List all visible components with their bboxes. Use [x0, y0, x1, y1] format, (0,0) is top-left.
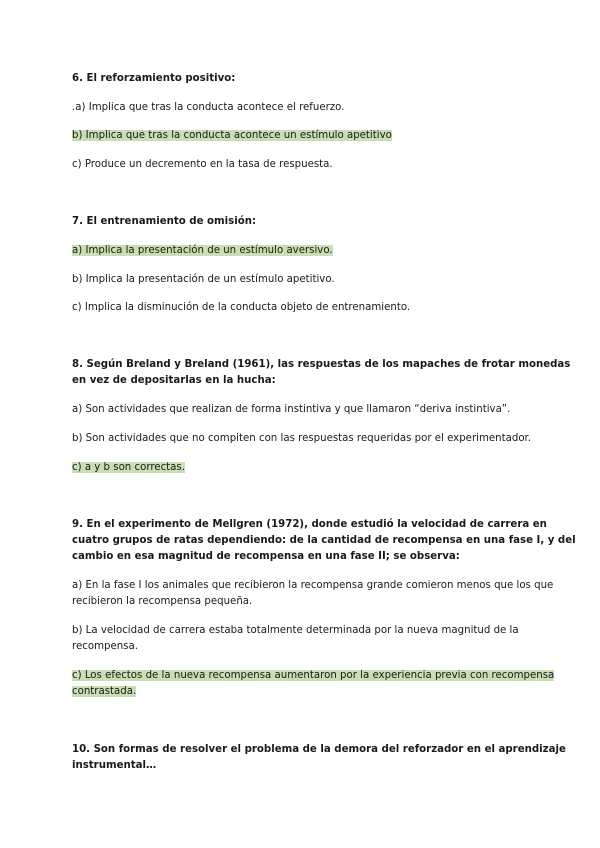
highlighted-answer: c) Los efectos de la nueva recompensa aumentaron por la experiencia previa con recompensa	[72, 670, 555, 681]
question-6-title: 6. El reforzamiento positivo:	[72, 73, 236, 84]
highlighted-answer: c) a y b son correctas.	[72, 462, 185, 473]
highlighted-answer: b) Implica que tras la conducta acontece un estímulo apetitivo	[72, 130, 392, 141]
question-8-option-a: a) Son actividades que realizan de forma instintiva y que llamaron “deriva instintiva”.	[72, 404, 511, 415]
question-7-option-b: b) Implica la presentación de un estímulo apetitivo.	[72, 274, 335, 285]
question-8-title-line-1: 8. Según Breland y Breland (1961), las respuestas de los mapaches de frotar monedas	[72, 359, 571, 370]
question-7-option-a	[72, 243, 333, 259]
question-9-title-line-1: 9. En el experimento de Mellgren (1972), donde estudió la velocidad de carrera en	[72, 519, 547, 530]
question-9-option-b-line-1: b) La velocidad de carrera estaba totalmente determinada por la nueva magnitud de la	[72, 625, 519, 636]
question-9-option-b-line-2: recompensa.	[72, 641, 138, 652]
question-10-title-line-2: instrumental…	[72, 760, 157, 771]
question-7-title: 7. El entrenamiento de omisión:	[72, 216, 257, 227]
question-7-option-c: c) Implica la disminución de la conducta objeto de entrenamiento.	[72, 302, 411, 313]
question-9-title-line-2: cuatro grupos de ratas dependiendo: de la cantidad de recompensa en una fase I, y del	[72, 535, 576, 546]
question-8-option-c	[72, 460, 185, 476]
highlighted-answer: contrastada.	[72, 686, 137, 697]
question-8-title-line-2: en vez de depositarlas en la hucha:	[72, 375, 276, 386]
question-10-title-line-1: 10. Son formas de resolver el problema de la demora del reforzador en el aprendizaje	[72, 744, 566, 755]
question-9-option-c-line-2	[72, 684, 136, 700]
question-6-option-a: .a) Implica que tras la conducta acontece el refuerzo.	[72, 102, 345, 113]
question-9-option-c-line-1	[72, 668, 554, 684]
question-6-option-c: c) Produce un decremento en la tasa de respuesta.	[72, 159, 333, 170]
question-9-option-a-line-2: recibieron la recompensa pequeña.	[72, 596, 253, 607]
question-6-option-b	[72, 128, 392, 144]
question-9-option-a-line-1: a) En la fase I los animales que recibieron la recompensa grande comieron menos que los que	[72, 580, 554, 591]
question-9-title-line-3: cambio en esa magnitud de recompensa en una fase II; se observa:	[72, 551, 460, 562]
highlighted-answer: a) Implica la presentación de un estímulo aversivo.	[72, 245, 333, 256]
question-8-option-b: b) Son actividades que no compiten con las respuestas requeridas por el experimentador.	[72, 433, 532, 444]
